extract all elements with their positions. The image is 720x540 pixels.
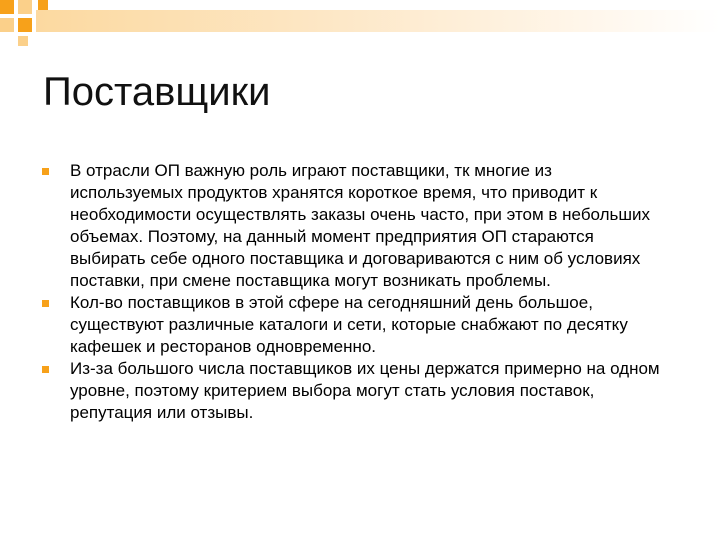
bullet-item (42, 160, 662, 292)
decorative-square (0, 0, 14, 14)
slide-title: Поставщики (43, 70, 271, 114)
bullet-text: Из-за большого числа поставщиков их цены держатся примерно на одном уровне, поэтому критерием выбора могут стать условия поставок, репутация или отзывы. (70, 359, 660, 422)
bullet-list (42, 160, 662, 424)
square-bullet-icon (42, 168, 49, 175)
decorative-square (18, 18, 32, 32)
bullet-item (42, 292, 662, 358)
square-bullet-icon (42, 300, 49, 307)
square-bullet-icon (42, 366, 49, 373)
decorative-square (18, 0, 32, 14)
bullet-text: Кол-во поставщиков в этой сфере на сегодняшний день большое, существуют различные каталоги и сети, которые снабжают по десятку кафешек и ресторанов одновременно. (70, 293, 628, 356)
bullet-item (42, 358, 662, 424)
bullet-text: В отрасли ОП важную роль играют поставщики, тк многие из используемых продуктов хранятся короткое время, что приводит к необходимости осуществлять заказы очень часто, при этом в небольших объемах. Поэтому, на данный момент предприятия ОП стараются выбирать себе одного поставщика и договариваются с ним об условиях поставки, при смене поставщика могут возникать проблемы. (70, 161, 651, 290)
header-gradient-bar (36, 10, 720, 32)
decorative-square (0, 18, 14, 32)
decorative-square (38, 0, 48, 10)
decorative-square (18, 36, 28, 46)
